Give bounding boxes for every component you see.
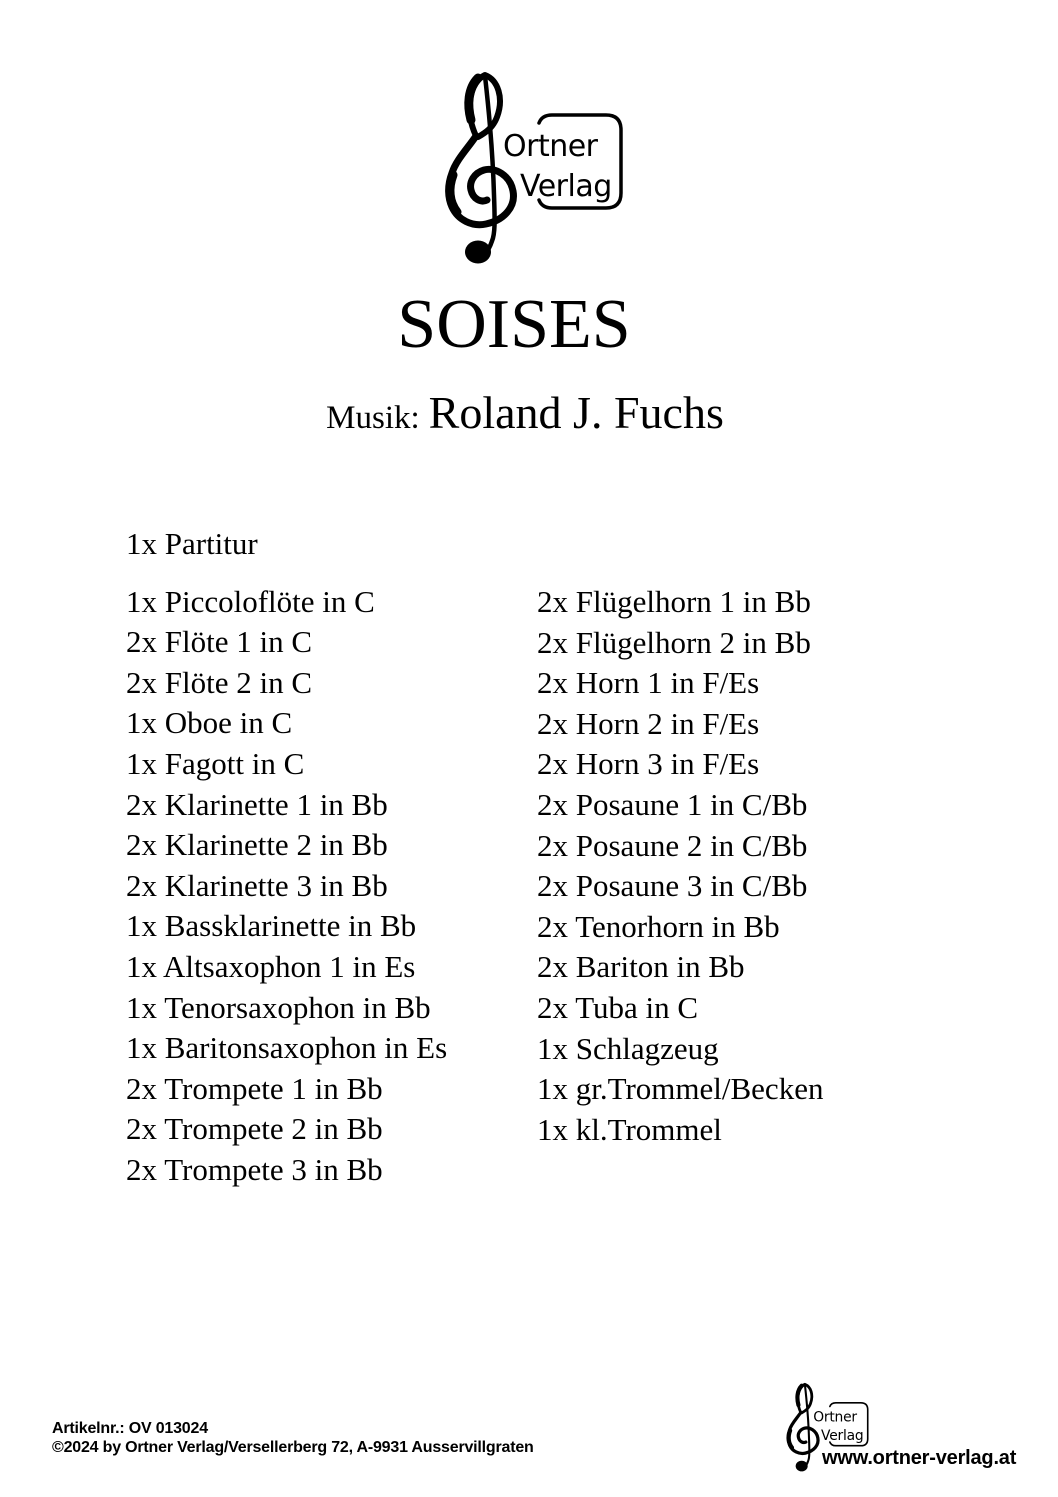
part-item: 1x Bassklarinette in Bb (126, 908, 417, 944)
part-item: 2x Trompete 1 in Bb (126, 1070, 383, 1106)
part-item: 2x Flöte 2 in C (126, 664, 313, 700)
part-item: 2x Trompete 2 in Bb (126, 1111, 383, 1147)
part-item: 2x Horn 1 in F/Es (537, 665, 760, 701)
logo-text-line2: Verlag (520, 169, 612, 204)
part-item: 2x Tenorhorn in Bb (537, 908, 780, 944)
part-item: 1x Schlagzeug (537, 1030, 719, 1066)
part-item: 2x Posaune 2 in C/Bb (537, 827, 808, 863)
footer-publisher-info (52, 1419, 534, 1457)
part-item: 2x Klarinette 2 in Bb (126, 827, 388, 863)
page-title: SOISES (397, 286, 631, 363)
part-item: 2x Posaune 1 in C/Bb (537, 786, 808, 822)
logo-text-line1: Ortner (813, 1409, 857, 1426)
subtitle (0, 387, 1054, 441)
part-item: 2x Trompete 3 in Bb (126, 1151, 383, 1187)
part-item: 2x Bariton in Bb (537, 949, 745, 985)
part-item: 1x gr.Trommel/Becken (537, 1071, 824, 1107)
article-number: Artikelnr.: OV 013024 (52, 1420, 208, 1437)
publisher-logo (440, 70, 630, 280)
part-item: 2x Horn 3 in F/Es (537, 746, 760, 782)
website-url: www.ortner-verlag.at (822, 1447, 1017, 1469)
copyright-line: ©2024 by Ortner Verlag/Versellerberg 72, A-9931 Ausservillgraten (52, 1439, 534, 1456)
treble-clef-icon (788, 1384, 818, 1471)
logo-text-line2: Verlag (821, 1428, 864, 1445)
part-item: 2x Klarinette 3 in Bb (126, 867, 388, 903)
composer-name: Roland J. Fuchs (428, 387, 724, 438)
part-item: 1x Altsaxophon 1 in Es (126, 948, 416, 984)
part-item: 1x Tenorsaxophon in Bb (126, 989, 431, 1025)
part-item: 2x Klarinette 1 in Bb (126, 786, 388, 822)
part-item: 1x Oboe in C (126, 705, 293, 741)
parts-left-list (126, 582, 447, 1191)
score-item: 1x Partitur (126, 526, 258, 561)
parts-left-column (126, 524, 447, 1191)
parts-right-column (537, 582, 823, 1150)
part-item: 1x Piccoloflöte in C (126, 583, 375, 619)
part-item: 1x kl.Trommel (537, 1111, 722, 1147)
part-item: 1x Fagott in C (126, 745, 305, 781)
part-item: 2x Tuba in C (537, 989, 699, 1025)
part-item: 2x Flügelhorn 2 in Bb (537, 624, 811, 660)
part-item: 2x Flügelhorn 1 in Bb (537, 584, 811, 619)
part-item: 2x Horn 2 in F/Es (537, 705, 760, 741)
part-item: 1x Baritonsaxophon in Es (126, 1030, 448, 1066)
part-item: 2x Flöte 1 in C (126, 624, 313, 660)
music-label: Musik: (326, 400, 420, 436)
treble-clef-icon (449, 75, 514, 264)
part-item: 2x Posaune 3 in C/Bb (537, 868, 808, 904)
logo-text-line1: Ortner (503, 129, 598, 164)
